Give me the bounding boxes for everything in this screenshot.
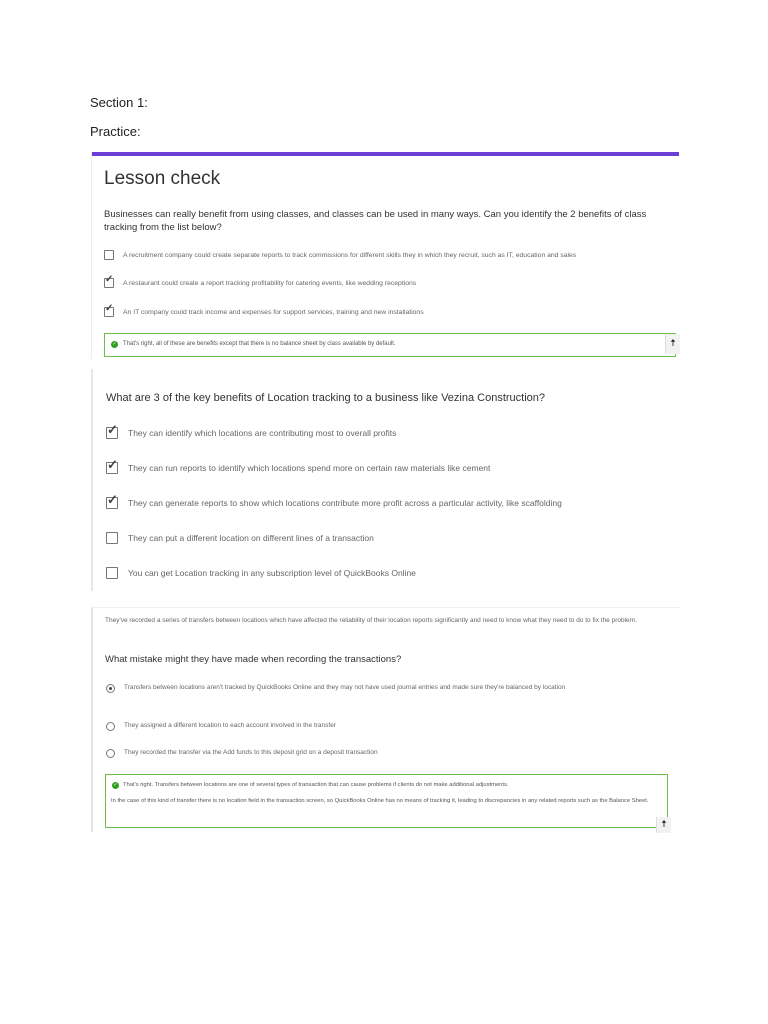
class-option-1[interactable]: [104, 250, 576, 260]
lesson-check-title: Lesson check: [104, 168, 221, 189]
transfer-question-card: [91, 607, 680, 832]
checkbox-checked[interactable]: [104, 307, 114, 317]
accent-bar: [92, 152, 679, 156]
radio[interactable]: [106, 722, 115, 731]
location-question-title: What are 3 of the key benefits of Location tracking to a business like Vezina Construction?: [106, 392, 546, 404]
checkbox[interactable]: [104, 250, 114, 260]
option-label: A recruitment company could create separate reports to track commissions for different skills they in which they recruit, such as IT, education and sales: [123, 251, 577, 259]
feedback-box: [104, 333, 676, 357]
checkbox[interactable]: [106, 567, 118, 579]
option-label: They recorded the transfer via the Add funds to this deposit grid on a deposit transaction: [124, 749, 378, 756]
check-circle-icon: ✓: [113, 782, 118, 788]
feedback-text: That's right, all of these are benefits except that there is no balance sheet by class available by default.: [123, 341, 396, 347]
check-circle-icon: ✓: [112, 341, 117, 347]
lesson-check-question: Businesses can really benefit from using classes, and classes can be used in many ways. Can you identify the 2 benefits of class tracking from the list below?: [104, 209, 647, 233]
checkbox-checked[interactable]: [106, 427, 118, 439]
arrow-up-icon[interactable]: 🠅: [665, 334, 680, 354]
option-label: They can run reports to identify which locations spend more on certain raw materials like cement: [128, 463, 491, 473]
transfer-feedback-box: [105, 774, 668, 828]
checkbox-checked[interactable]: [106, 462, 118, 474]
feedback-detail-text: In the case of this kind of transfer there is no location field in the transaction screen, so QuickBooks Online has no means of tracking it, leading to discrepancies in any related reports such as the Balance Sheet.: [111, 798, 649, 804]
option-label: They assigned a different location to each account involved in the transfer: [124, 722, 336, 729]
option-label: Transfers between locations aren't tracked by QuickBooks Online and they may not have used journal entries and made sure they're balanced by location: [124, 684, 566, 691]
lesson-check-card: [91, 152, 679, 359]
transfer-option-1[interactable]: [106, 683, 606, 693]
checkbox-checked[interactable]: [106, 497, 118, 509]
option-label: They can put a different location on different lines of a transaction: [128, 533, 374, 543]
location-option-4[interactable]: [106, 532, 374, 544]
transfer-intro-text: They've recorded a series of transfers between locations which have affected the reliability of their location reports significantly and need to know what they need to do to fix the problem.: [105, 617, 637, 624]
class-option-2[interactable]: [104, 278, 416, 288]
location-question-card: [91, 369, 680, 591]
radio-selected[interactable]: [106, 684, 115, 693]
radio[interactable]: [106, 749, 115, 758]
feedback-text: That's right. Transfers between locations are one of several types of transaction that can cause problems if clients do not make additional adjustments.: [123, 782, 509, 788]
option-label: They can identify which locations are contributing most to overall profits: [128, 428, 397, 438]
location-option-1[interactable]: [106, 427, 396, 439]
class-option-3[interactable]: [104, 307, 424, 317]
location-option-2[interactable]: [106, 462, 490, 474]
option-label: An IT company could track income and expenses for support services, training and new installations: [123, 308, 424, 316]
arrow-up-icon[interactable]: 🠅: [656, 817, 671, 833]
transfer-option-2[interactable]: [106, 721, 336, 731]
section-heading: Section 1:: [90, 95, 148, 110]
checkbox[interactable]: [106, 532, 118, 544]
location-option-5[interactable]: [106, 567, 416, 579]
transfer-question-title: What mistake might they have made when recording the transactions?: [105, 654, 402, 665]
transfer-option-3[interactable]: [106, 748, 378, 758]
practice-heading: Practice:: [90, 124, 141, 139]
location-option-3[interactable]: [106, 497, 562, 509]
option-label: They can generate reports to show which locations contribute more profit across a particular activity, like scaffolding: [128, 498, 562, 508]
option-label: A restaurant could create a report tracking profitability for catering events, like wedding receptions: [123, 279, 417, 287]
checkbox-checked[interactable]: [104, 278, 114, 288]
option-label: You can get Location tracking in any subscription level of QuickBooks Online: [128, 568, 416, 578]
